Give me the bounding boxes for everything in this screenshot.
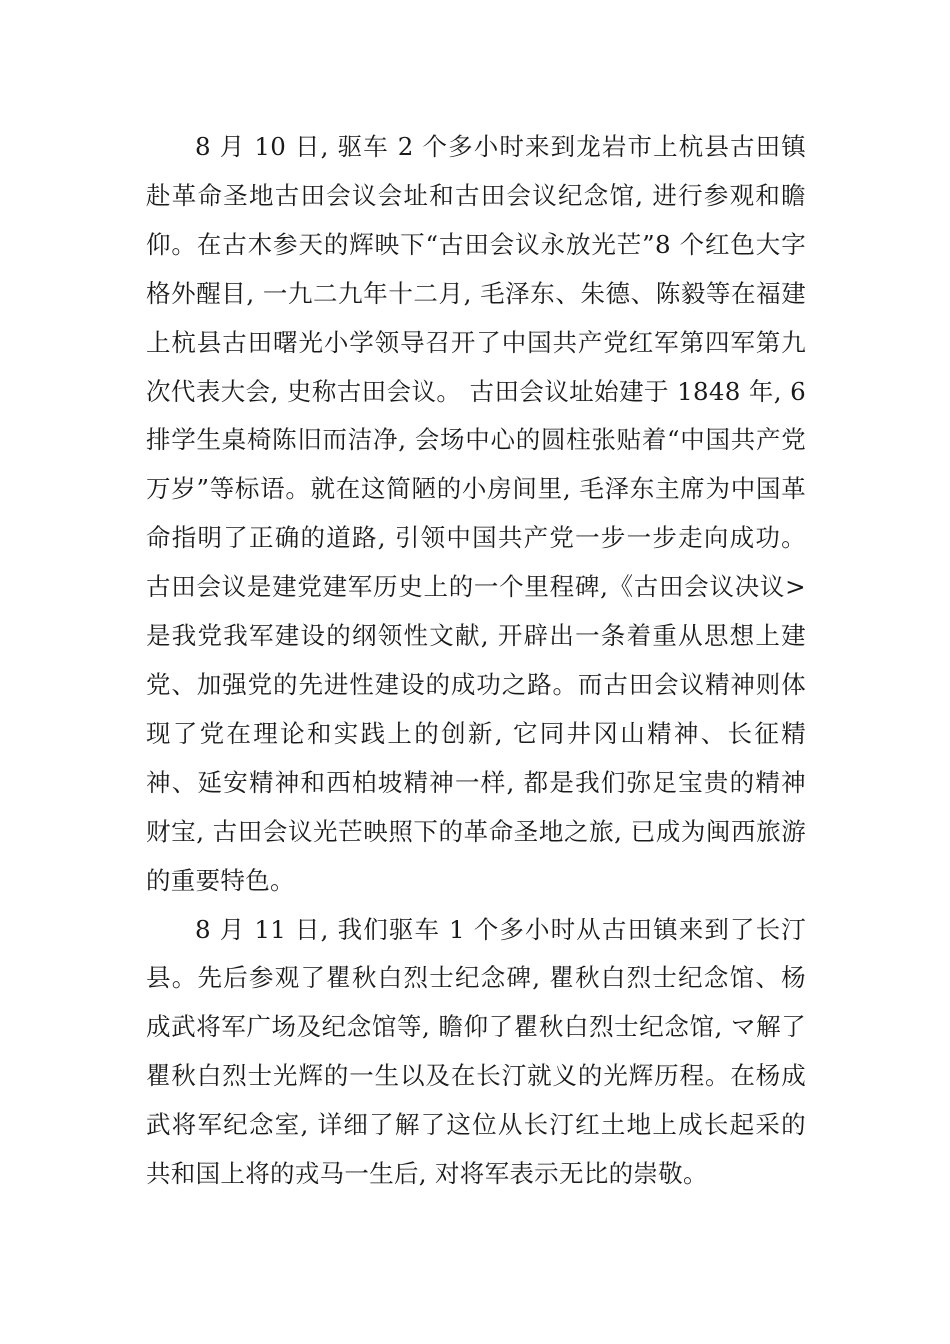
document-page — [146, 123, 806, 1199]
paragraph-changting-county: 8 月 11 日, 我们驱车 1 个多小时从古田镇来到了长汀县。先后参观了瞿秋白烈士纪念碑, 瞿秋白烈士纪念馆、杨成武将军广场及纪念馆等, 瞻仰了瞿秋白烈士纪念馆, マ解了瞿秋白烈士光辉的一生以及在长汀就义的光辉历程。在杨成武将军纪念室, 详细了解了这位从长汀红土地上成长起采的共和国上将的戎马一生后, 对将军表示无比的崇敬。 — [146, 914, 806, 1189]
paragraph-gutian-meeting: 8 月 10 日, 驱车 2 个多小时来到龙岩市上杭县古田镇赴革命圣地古田会议会址和古田会议纪念馆, 进行参观和瞻仰。在古木参天的辉映下“古田会议永放光芒”8 个红色大字格外醒目, 一九二九年十二月, 毛泽东、朱德、陈毅等在福建上杭县古田曙光小学领导召开了中国共产党红军第四军第九次代表大会, 史称古田会议。 古田会议址始建于 1848 年, 6 排学生桌椅陈旧而洁净, 会场中心的圆柱张贴着“中国共产党万岁”等标语。就在这简陋的小房间里, 毛泽东主席为中国革命指明了正确的道路, 引领中国共产党一步一步走向成功。古田会议是建党建军历史上的一个里程碑,《古田会议决议>是我党我军建设的纲领性文献, 开辟出一条着重从思想上建党、加强党的先进性建设的成功之路。而古田会议精神则体现了党在理论和实践上的创新, 它同井冈山精神、长征精神、延安精神和西柏坡精神一样, 都是我们弥足宝贵的精神财宝, 古田会议光芒映照下的革命圣地之旅, 已成为闽西旅游的重要特色。 — [146, 132, 806, 895]
